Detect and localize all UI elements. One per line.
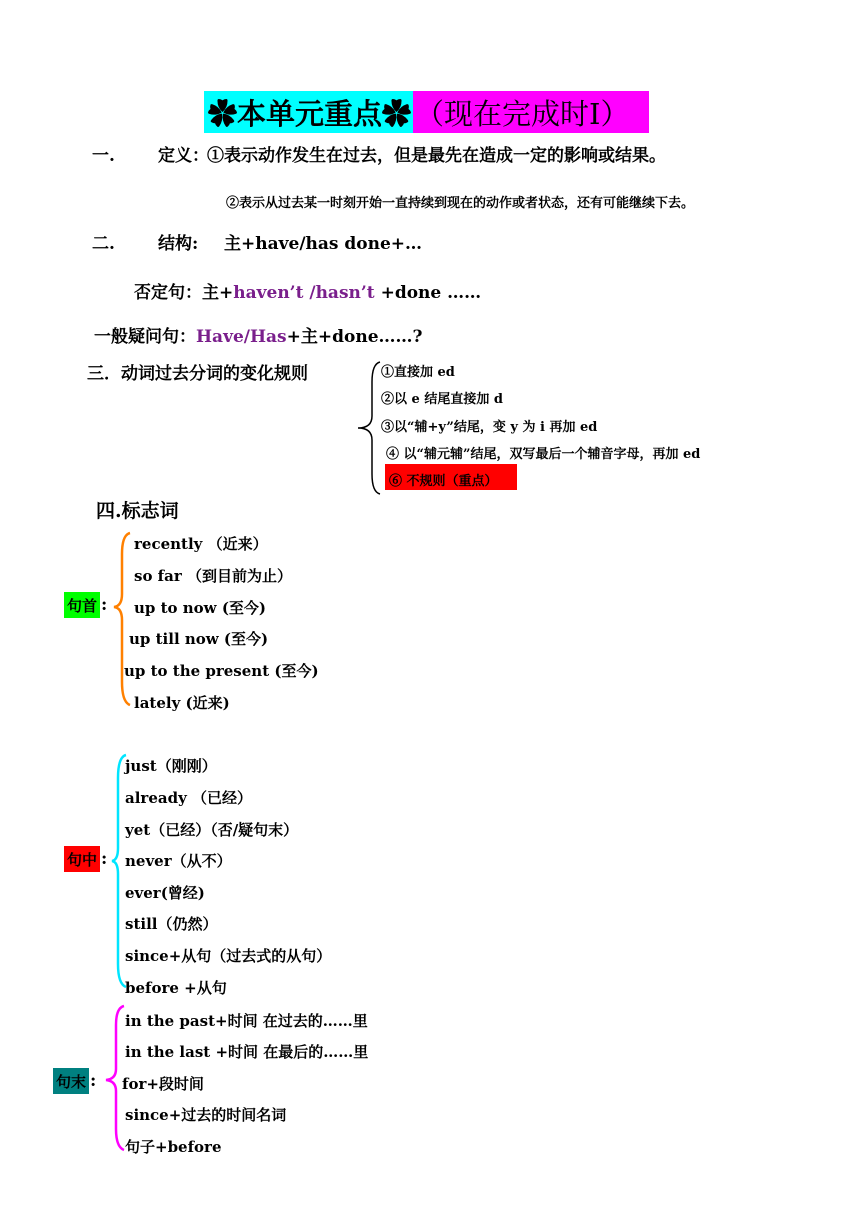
question-label: 一般疑问句： [94, 327, 196, 347]
rule-5: ⑥ 不规则（重点） [389, 474, 498, 489]
tag-sentence-start: 句首 [64, 592, 100, 618]
marker-already: already （已经） [125, 789, 253, 807]
rules-brace [354, 360, 384, 496]
marker-sentence-before: 句子+before [125, 1138, 222, 1156]
question-suffix: +主+done……? [286, 327, 423, 347]
title-highlight-right: （现在完成时Ⅰ） [413, 91, 649, 133]
marker-up-to-the-present: up to the present (至今) [124, 662, 319, 680]
section2-label: 结构: [158, 234, 199, 254]
title-highlight-left: ✿本单元重点✿ [204, 91, 413, 133]
section1-number: 一. [92, 146, 115, 166]
marker-since-time: since+过去的时间名词 [125, 1106, 287, 1124]
marker-since-clause: since+从句（过去式的从句） [125, 947, 332, 965]
marker-in-the-last: in the last +时间 在最后的……里 [125, 1043, 369, 1061]
negative-label: 否定句： [134, 283, 202, 303]
structure-formula: 主+have/has done+… [224, 234, 423, 254]
negative-prefix: 主+ [202, 283, 234, 303]
negative-suffix: +done …… [374, 283, 482, 303]
marker-up-to-now: up to now (至今) [134, 599, 267, 617]
marker-up-till-now: up till now (至今) [129, 630, 269, 648]
marker-ever: ever(曾经) [125, 884, 205, 902]
negative-auxiliary: haven’t /hasn’t [233, 283, 375, 303]
marker-recently: recently （近来） [134, 535, 268, 553]
negative-sentence [134, 278, 481, 303]
definition-2: ②表示从过去某一时刻开始一直持续到现在的动作或者状态，还有可能继续下去。 [226, 196, 695, 211]
page-title [204, 91, 649, 133]
section1-label: 定义： [158, 146, 209, 166]
marker-in-the-past: in the past+时间 在过去的……里 [125, 1012, 368, 1030]
tag-colon: : [90, 1071, 97, 1091]
rule-3: ③以“辅+y”结尾，变 y 为 i 再加 ed [381, 420, 598, 435]
rule-2: ②以 e 结尾直接加 d [381, 392, 503, 407]
section2-number: 二. [92, 234, 115, 254]
marker-lately: lately (近来) [134, 694, 230, 712]
marker-never: never（从不） [125, 852, 232, 870]
section4-title: 四.标志词 [96, 500, 179, 522]
marker-yet: yet（已经）（否/疑句末） [125, 821, 299, 839]
definition-1: ①表示动作发生在过去，但是最先在造成一定的影响或结果。 [207, 146, 666, 166]
marker-still: still（仍然） [125, 915, 218, 933]
question-auxiliary: Have/Has [196, 327, 287, 347]
section3-title: 三．动词过去分词的变化规则 [87, 364, 308, 384]
rule-4: ④ 以“辅元辅”结尾，双写最后一个辅音字母，再加 ed [386, 447, 701, 462]
marker-for-period: for+段时间 [122, 1075, 204, 1093]
tag-sentence-end: 句末 [53, 1068, 89, 1094]
tag-colon: : [101, 849, 108, 869]
marker-just: just（刚刚） [125, 757, 217, 775]
tag-sentence-middle: 句中 [64, 846, 100, 872]
tag-colon: : [101, 595, 108, 615]
marker-before-clause: before +从句 [125, 979, 227, 997]
rule-1: ①直接加 ed [381, 365, 455, 380]
marker-so-far: so far （到目前为止） [134, 567, 292, 585]
brace-sentence-start [112, 530, 134, 710]
question-sentence [94, 322, 423, 347]
